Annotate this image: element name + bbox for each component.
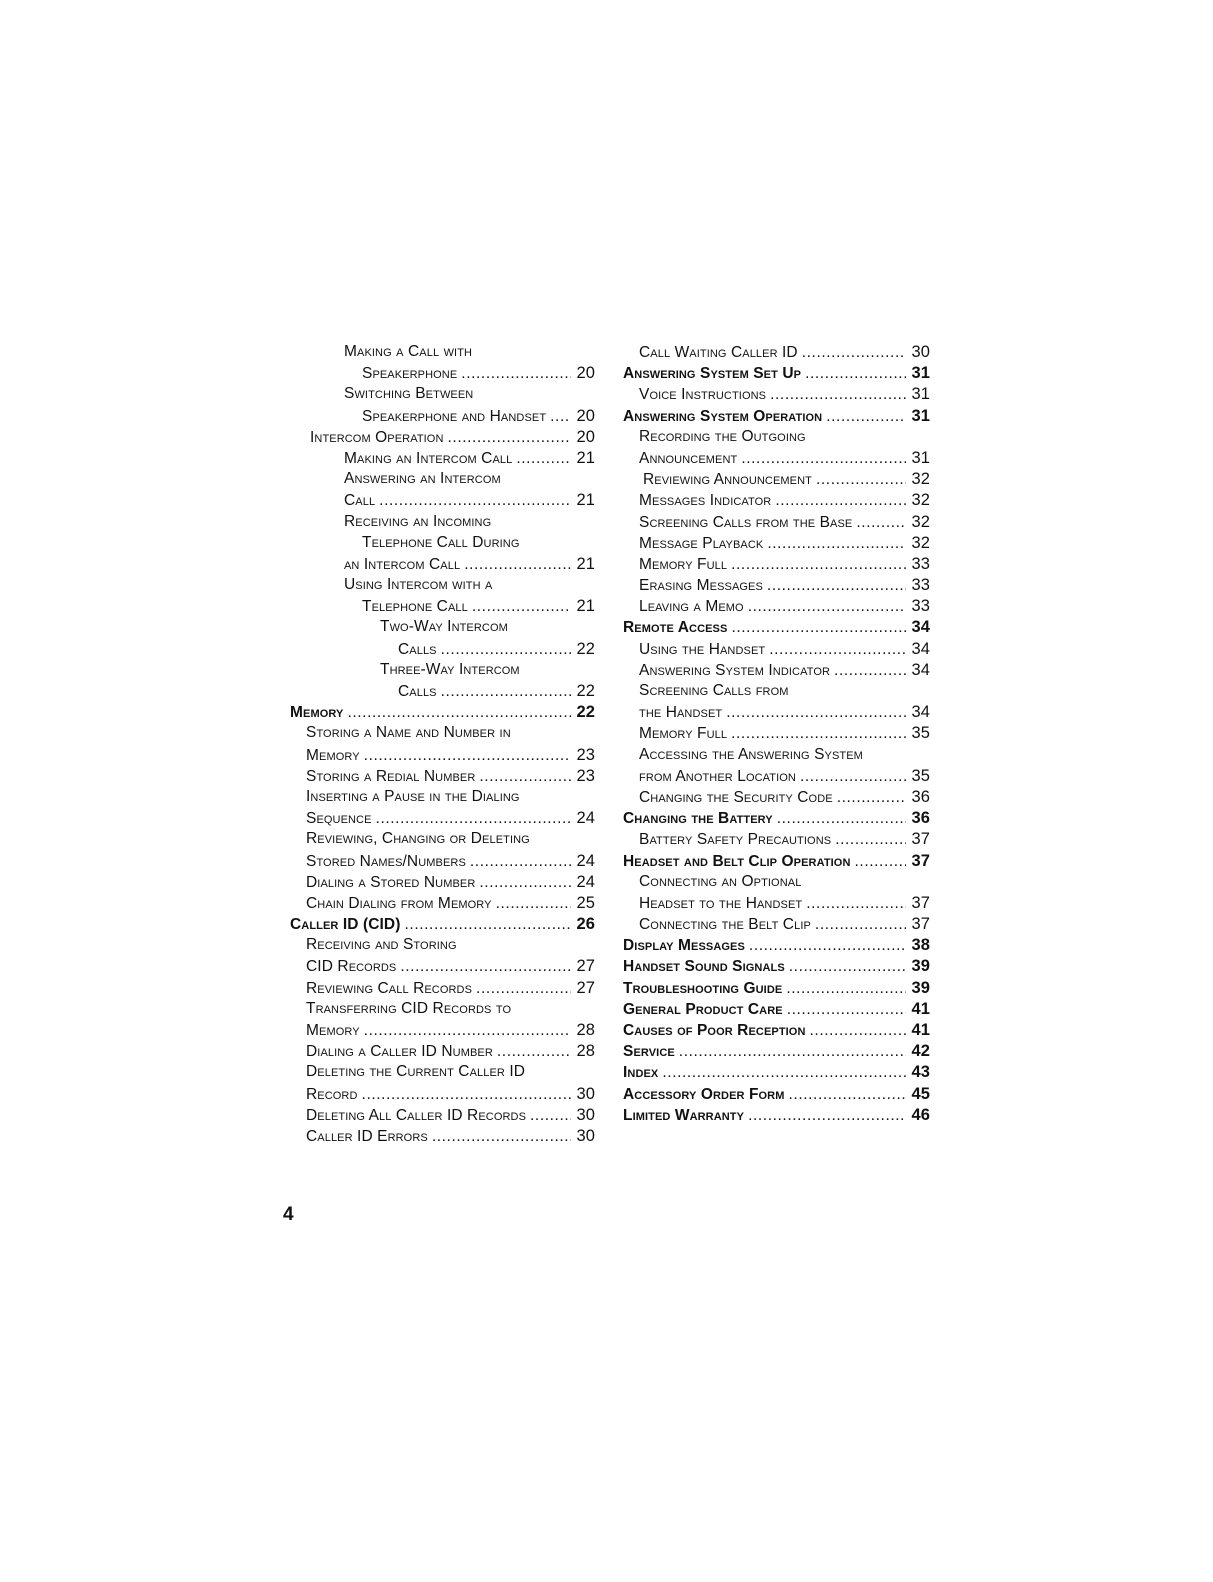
toc-entry-leader: [806, 895, 906, 913]
toc-entry-page: 39: [911, 978, 930, 997]
toc-entry-leader: [364, 747, 571, 765]
toc-entry: [623, 491, 930, 512]
toc-entry-page: 43: [911, 1063, 930, 1082]
toc-entry-title: Reviewing Call Records: [306, 979, 473, 997]
toc-entry-title: Three-Way Intercom: [380, 660, 520, 678]
toc-entry-page: 41: [911, 999, 930, 1018]
toc-entry-leader: [786, 980, 906, 998]
toc-entry: [623, 809, 930, 830]
toc-entry: [290, 385, 595, 406]
toc-entry: [623, 852, 930, 873]
toc-entry-title: Limited Warranty: [623, 1106, 745, 1124]
toc-entry-page: 23: [576, 745, 595, 764]
toc-entry-title: Service: [623, 1043, 675, 1061]
toc-entry-title: Answering System Set Up: [623, 365, 802, 383]
toc-entry: [290, 809, 595, 830]
toc-entry-title: Calls: [398, 640, 437, 658]
toc-entry: [623, 428, 930, 449]
toc-entry-leader: [775, 492, 906, 510]
toc-entry-title: Making a Call with: [344, 343, 473, 360]
toc-entry-page: 31: [911, 448, 930, 467]
toc-entry-title: Announcement: [639, 449, 738, 467]
toc-entry-leader: [679, 1043, 906, 1061]
toc-entry-title: Intercom Operation: [310, 428, 444, 446]
toc-entry: [623, 597, 930, 618]
toc-entry-leader: [550, 408, 571, 426]
toc-entry-title: Switching Between: [344, 385, 474, 403]
toc-entry-page: 37: [911, 830, 930, 849]
toc-entry-title: Making an Intercom Call: [344, 449, 513, 467]
toc-entry-page: 31: [911, 364, 930, 383]
toc-entry-page: 37: [911, 893, 930, 912]
toc-entry-title: Answering an Intercom: [344, 470, 501, 488]
toc-entry-title: Caller ID Errors: [306, 1127, 428, 1145]
toc-entry-page: 31: [911, 385, 930, 404]
toc-entry-page: 30: [911, 343, 930, 361]
toc-entry: [623, 661, 930, 682]
toc-entry-title: Dialing a Stored Number: [306, 873, 476, 891]
toc-entry-title: Sequence: [306, 810, 372, 828]
toc-entry-leader: [731, 556, 906, 574]
toc-entry-title: Answering System Indicator: [639, 661, 831, 679]
toc-entry-leader: [464, 556, 571, 574]
toc-entry-title: Message Playback: [639, 534, 764, 552]
toc-entry-leader: [748, 598, 906, 616]
toc-entry: [623, 1000, 930, 1021]
toc-entry-page: 21: [576, 554, 595, 573]
toc-entry-leader: [441, 683, 571, 701]
toc-entry-title: Memory Full: [639, 725, 728, 743]
toc-entry-leader: [662, 1064, 906, 1082]
toc-entry: [623, 703, 930, 724]
toc-entry-leader: [770, 386, 906, 404]
toc-entry-leader: [816, 471, 906, 489]
toc-entry-leader: [810, 1022, 906, 1040]
toc-entry-leader: [479, 768, 571, 786]
toc-entry-title: from Another Location: [639, 767, 796, 785]
toc-entry-title: Telephone Call: [362, 598, 468, 616]
toc-entry-leader: [472, 598, 571, 616]
toc-entry: [290, 491, 595, 512]
toc-entry: [290, 703, 595, 724]
toc-entry-title: Erasing Messages: [639, 577, 763, 595]
toc-entry-page: 24: [576, 851, 595, 870]
toc-entry-page: 22: [576, 703, 595, 722]
toc-entry-leader: [731, 725, 906, 743]
toc-entry-leader: [856, 514, 906, 532]
toc-entry-page: 22: [576, 639, 595, 658]
toc-entry-leader: [769, 641, 906, 659]
toc-entry-page: 33: [911, 554, 930, 573]
toc-entry-page: 30: [576, 1126, 595, 1145]
toc-entry-page: 36: [911, 809, 930, 828]
toc-entry: [623, 830, 930, 851]
toc-entry-page: 33: [911, 576, 930, 595]
toc-entry-leader: [855, 853, 906, 871]
toc-entry-title: Display Messages: [623, 937, 745, 955]
toc-entry-leader: [530, 1107, 571, 1125]
toc-entry: [623, 640, 930, 661]
toc-entry: [623, 767, 930, 788]
toc-entry-page: 27: [576, 957, 595, 976]
toc-entry-leader: [749, 937, 906, 955]
toc-entry: [623, 449, 930, 470]
toc-entry: [623, 385, 930, 406]
toc-entry-title: Leaving a Memo: [639, 598, 744, 616]
toc-entry-page: 21: [576, 597, 595, 616]
toc-entry-title: Using the Handset: [639, 640, 766, 658]
toc-entry: [290, 873, 595, 894]
toc-entry-leader: [376, 810, 571, 828]
toc-entry-title: Battery Safety Precautions: [639, 831, 832, 849]
toc-entry-title: Record: [306, 1085, 358, 1103]
toc-entry-title: Screening Calls from: [639, 682, 789, 699]
toc-entry: [290, 1085, 595, 1106]
toc-entry-page: 30: [576, 1105, 595, 1124]
toc-entry: [290, 957, 595, 978]
toc-entry-page: 32: [911, 512, 930, 531]
toc-entry-page: 21: [576, 491, 595, 510]
toc-entry-page: 34: [911, 639, 930, 658]
toc-entry-title: the Handset: [639, 704, 723, 722]
toc-entry-page: 24: [576, 809, 595, 828]
toc-entry: [623, 788, 930, 809]
toc-entry-leader: [789, 958, 906, 976]
toc-entry: [623, 343, 930, 364]
toc-entry: [290, 555, 595, 576]
toc-entry-leader: [379, 492, 571, 510]
toc-entry: [290, 407, 595, 428]
toc-entry: [290, 661, 595, 682]
toc-entry-page: 31: [911, 406, 930, 425]
toc-entry: [623, 470, 930, 491]
toc-entry-page: 20: [576, 364, 595, 383]
toc-entry: [290, 1042, 595, 1063]
toc-entry-page: 27: [576, 978, 595, 997]
toc-entry: [623, 873, 930, 894]
toc-entry: [623, 513, 930, 534]
toc-entry-page: 34: [911, 703, 930, 722]
toc-entry: [623, 555, 930, 576]
toc-entry: [290, 513, 595, 534]
toc-entry-title: Index: [623, 1064, 659, 1082]
toc-entry-page: 37: [911, 851, 930, 870]
toc-entry-page: 34: [911, 618, 930, 637]
toc-entry: [623, 915, 930, 936]
toc-entry-page: 32: [911, 470, 930, 489]
toc-entry-title: Caller ID (CID): [290, 916, 401, 934]
toc-entry-title: Transferring CID Records to: [306, 999, 512, 1017]
toc-entry-leader: [726, 704, 906, 722]
toc-entry-title: Headset and Belt Clip Operation: [623, 852, 851, 870]
toc-entry: [290, 936, 595, 957]
toc-entry-title: Voice Instructions: [639, 386, 767, 404]
toc-entry-title: Two-Way Intercom: [380, 618, 508, 636]
toc-entry: [290, 640, 595, 661]
toc-entry-title: Speakerphone: [362, 365, 458, 383]
toc-entry-leader: [787, 1001, 906, 1019]
toc-entry: [623, 1042, 930, 1063]
toc-entry: [290, 618, 595, 639]
toc-entry-title: Inserting a Pause in the Dialing: [306, 787, 520, 805]
toc-entry-title: Headset to the Handset: [639, 894, 803, 912]
toc-entry-title: Accessory Order Form: [623, 1085, 785, 1103]
toc-entry: [623, 364, 930, 385]
toc-entry-title: Receiving and Storing: [306, 936, 457, 954]
toc-entry-leader: [347, 704, 571, 722]
toc-column-right: [623, 343, 930, 1127]
toc-entry-title: CID Records: [306, 958, 397, 976]
toc-entry-leader: [805, 365, 906, 383]
toc-entry-page: 25: [576, 893, 595, 912]
toc-entry-title: Troubleshooting Guide: [623, 979, 783, 997]
toc-entry-page: 22: [576, 682, 595, 700]
toc-entry: [290, 470, 595, 491]
toc-entry-leader: [400, 958, 571, 976]
toc-entry: [290, 1000, 595, 1021]
toc-entry: [290, 1021, 595, 1042]
toc-entry-page: 24: [576, 872, 595, 891]
toc-entry-leader: [837, 789, 906, 807]
toc-entry-title: Stored Names/Numbers: [306, 852, 466, 870]
toc-entry: [290, 746, 595, 767]
toc-entry-leader: [815, 916, 906, 934]
toc-entry-leader: [800, 768, 906, 786]
toc-entry: [623, 746, 930, 767]
toc-entry: [290, 1106, 595, 1127]
toc-entry: [623, 724, 930, 745]
toc-entry-title: Changing the Battery: [623, 810, 773, 828]
toc-entry: [623, 894, 930, 915]
toc-entry: [290, 576, 595, 597]
toc-entry-page: 36: [911, 787, 930, 806]
toc-entry: [290, 428, 595, 449]
toc-entry-page: 38: [911, 936, 930, 955]
toc-entry-page: 41: [911, 1021, 930, 1039]
toc-entry-leader: [826, 408, 906, 426]
toc-entry-leader: [461, 365, 571, 383]
toc-entry: [290, 597, 595, 618]
toc-entry: [290, 534, 595, 555]
toc-entry-leader: [364, 1022, 571, 1040]
toc-entry: [290, 364, 595, 385]
toc-entry-page: 30: [576, 1084, 595, 1103]
toc-entry-title: an Intercom Call: [344, 555, 461, 573]
toc-entry-page: 35: [911, 766, 930, 785]
toc-entry-leader: [441, 641, 571, 659]
toc-entry-leader: [748, 1107, 906, 1125]
toc-entry-title: Connecting the Belt Clip: [639, 916, 811, 934]
toc-entry-title: Memory: [306, 746, 360, 764]
toc-entry: [623, 1063, 930, 1084]
toc-entry-page: 39: [911, 957, 930, 976]
toc-entry: [623, 618, 930, 639]
toc-entry-page: 28: [576, 1021, 595, 1039]
toc-entry: [623, 1085, 930, 1106]
toc-entry-title: Dialing a Caller ID Number: [306, 1043, 493, 1061]
toc-entry-title: Call: [344, 492, 376, 510]
toc-entry-page: 26: [576, 915, 595, 934]
toc-entry: [623, 979, 930, 1000]
toc-entry-leader: [802, 344, 906, 362]
toc-entry-title: Screening Calls from the Base: [639, 513, 853, 531]
toc-entry-title: Telephone Call During: [362, 533, 520, 551]
toc-entry: [290, 343, 595, 364]
toc-entry-title: Causes of Poor Reception: [623, 1022, 806, 1039]
page-number: 4: [283, 1204, 294, 1225]
toc-entry-page: 37: [911, 915, 930, 934]
toc-entry-leader: [496, 895, 571, 913]
toc-entry-title: Remote Access: [623, 619, 728, 637]
toc-entry-leader: [497, 1043, 571, 1061]
toc-entry-title: Reviewing, Changing or Deleting: [306, 830, 530, 848]
toc-column-left: [290, 343, 595, 1148]
toc-entry-leader: [741, 450, 906, 468]
toc-entry-page: 45: [911, 1084, 930, 1103]
toc-entry-leader: [834, 662, 906, 680]
toc-entry-page: 35: [911, 724, 930, 743]
toc-entry-leader: [767, 577, 906, 595]
toc-entry-title: Chain Dialing from Memory: [306, 894, 492, 912]
toc-entry-page: 23: [576, 766, 595, 785]
toc-entry-leader: [432, 1128, 571, 1146]
toc-entry-title: Recording the Outgoing: [639, 427, 806, 445]
toc-entry: [290, 449, 595, 470]
toc-entry: [290, 915, 595, 936]
toc-entry: [290, 979, 595, 1000]
toc-entry-leader: [470, 853, 571, 871]
toc-entry-leader: [362, 1086, 571, 1104]
toc-entry-page: 33: [911, 597, 930, 616]
toc-entry-title: Answering System Operation: [623, 407, 823, 425]
toc-entry-page: 20: [576, 406, 595, 425]
toc-entry-title: Memory: [290, 704, 344, 722]
toc-entry-title: General Product Care: [623, 1000, 783, 1018]
toc-entry: [290, 767, 595, 788]
toc-entry-title: Messages Indicator: [639, 492, 772, 510]
toc-entry-leader: [479, 874, 571, 892]
toc-entry-title: Using Intercom with a: [344, 576, 493, 594]
toc-entry-title: Reviewing Announcement: [643, 471, 812, 489]
toc-entry-title: Deleting the Current Caller ID: [306, 1063, 526, 1081]
toc-entry-leader: [516, 450, 571, 468]
toc-entry: [290, 788, 595, 809]
toc-entry: [623, 1021, 930, 1042]
toc-entry-leader: [767, 535, 906, 553]
toc-entry-page: 21: [576, 448, 595, 467]
toc-entry-title: Calls: [398, 683, 437, 700]
toc-entry: [623, 936, 930, 957]
toc-entry: [623, 576, 930, 597]
toc-entry-title: Storing a Redial Number: [306, 767, 476, 785]
toc-entry-leader: [789, 1086, 907, 1104]
toc-entry-page: 34: [911, 660, 930, 679]
toc-entry: [623, 407, 930, 428]
toc-entry-page: 42: [911, 1042, 930, 1061]
toc-entry: [290, 852, 595, 873]
toc-entry-title: Connecting an Optional: [639, 872, 802, 890]
toc-entry-page: 28: [576, 1042, 595, 1061]
toc-entry-title: Handset Sound Signals: [623, 958, 785, 976]
toc-entry: [290, 830, 595, 851]
toc-entry: [290, 894, 595, 915]
toc-entry: [623, 1106, 930, 1127]
toc-entry-title: Accessing the Answering System: [639, 745, 863, 763]
toc-entry: [623, 682, 930, 703]
toc-entry: [623, 957, 930, 978]
toc-entry-leader: [731, 619, 906, 637]
toc-entry-page: 32: [911, 533, 930, 552]
toc-entry: [290, 724, 595, 745]
toc-entry-title: Changing the Security Code: [639, 788, 833, 806]
toc-entry-title: Speakerphone and Handset: [362, 407, 547, 425]
toc-entry: [290, 682, 595, 703]
toc-entry: [290, 1063, 595, 1084]
toc-entry-leader: [448, 429, 572, 447]
toc-entry-title: Memory Full: [639, 555, 728, 573]
toc-entry-page: 20: [576, 427, 595, 446]
toc-entry-title: Memory: [306, 1022, 360, 1039]
toc-entry-title: Storing a Name and Number in: [306, 724, 511, 742]
toc-entry-leader: [405, 916, 572, 934]
toc-entry-leader: [777, 810, 906, 828]
toc-entry: [623, 534, 930, 555]
toc-entry-title: Receiving an Incoming: [344, 512, 492, 530]
toc-entry-title: Deleting All Caller ID Records: [306, 1106, 527, 1124]
toc-entry-leader: [835, 831, 906, 849]
toc-entry-page: 32: [911, 491, 930, 510]
toc-entry: [290, 1127, 595, 1148]
toc-entry-title: Call Waiting Caller ID: [639, 344, 798, 361]
toc-entry-page: 46: [911, 1105, 930, 1124]
toc-entry-leader: [476, 980, 571, 998]
